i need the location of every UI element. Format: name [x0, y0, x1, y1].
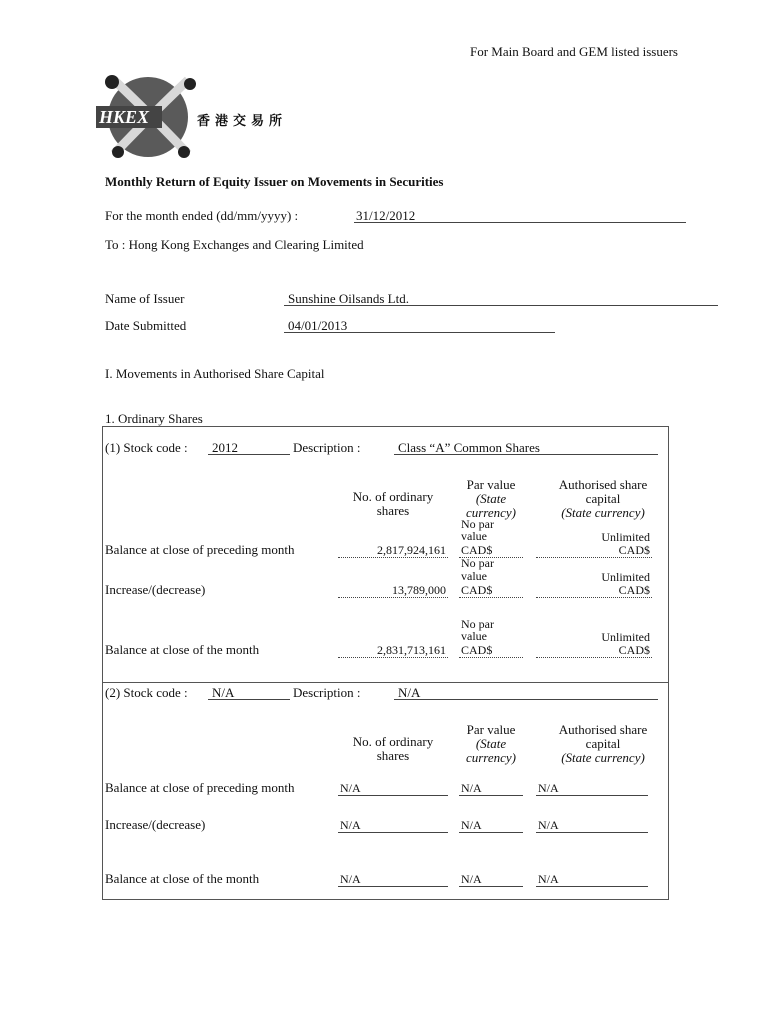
- stock2-row3-label: Balance at close of the month: [105, 871, 260, 886]
- stock1-auth-header-3: (State currency): [561, 505, 645, 520]
- stock1-row1-auth-line: [536, 557, 652, 558]
- stock1-shares-header: No. of ordinary shares: [352, 489, 434, 518]
- stock2-row2-par[interactable]: N/A: [461, 818, 482, 832]
- stock1-row1-par-3[interactable]: CAD$: [461, 543, 493, 557]
- issuer-value[interactable]: Sunshine Oilsands Ltd.: [288, 291, 409, 306]
- stock1-row3-par-2: value: [461, 629, 487, 643]
- stock2-code-underline: [208, 699, 290, 700]
- stock1-row3-auth-line: [536, 657, 652, 658]
- month-ended-value[interactable]: 31/12/2012: [356, 208, 416, 223]
- stock1-row1-par-1: No par: [461, 517, 494, 531]
- stock2-desc-underline: [394, 699, 658, 700]
- stock2-code-label: (2) Stock code :: [105, 685, 188, 700]
- stock1-desc-value[interactable]: Class “A” Common Shares: [398, 440, 540, 455]
- listing-note: For Main Board and GEM listed issuers: [470, 44, 678, 59]
- stock2-row1-label: Balance at close of preceding month: [105, 780, 295, 795]
- stock2-row3-shares-line: [338, 886, 448, 887]
- stock2-row1-auth[interactable]: N/A: [538, 781, 559, 795]
- stock2-row1-shares[interactable]: N/A: [340, 781, 361, 795]
- stock1-row1-label: Balance at close of preceding month: [105, 542, 295, 557]
- stock2-row3-auth[interactable]: N/A: [538, 872, 559, 886]
- date-submitted-underline: [284, 332, 555, 333]
- stock1-desc-label: Description :: [293, 440, 361, 455]
- stock1-row3-shares[interactable]: 2,831,713,161: [377, 643, 446, 657]
- issuer-underline: [284, 305, 718, 306]
- stock1-par-header-1: Par value: [466, 477, 516, 492]
- stock1-row2-par-2: value: [461, 569, 487, 583]
- stock1-row2-par-3[interactable]: CAD$: [461, 583, 493, 597]
- issuer-label: Name of Issuer: [105, 291, 185, 306]
- stock2-shares-header: No. of ordinary shares: [352, 734, 434, 763]
- stock1-row3-par-1: No par: [461, 617, 494, 631]
- stock1-row2-auth-line: [536, 597, 652, 598]
- stock1-row3-label: Balance at close of the month: [105, 642, 260, 657]
- subsection-title: 1. Ordinary Shares: [105, 411, 203, 426]
- stock2-row2-label: Increase/(decrease): [105, 817, 206, 832]
- stock1-row3-auth-1: Unlimited: [601, 630, 650, 644]
- stock1-row2-par-line: [459, 597, 523, 598]
- section-title: I. Movements in Authorised Share Capital: [105, 366, 325, 381]
- stock1-row2-shares[interactable]: 13,789,000: [392, 583, 446, 597]
- stock2-row3-auth-line: [536, 886, 648, 887]
- hkex-logo: [96, 72, 196, 162]
- stock1-row1-auth-1: Unlimited: [601, 530, 650, 544]
- logo-wordmark: HKEX: [99, 107, 150, 127]
- stock1-row3-par-line: [459, 657, 523, 658]
- date-submitted-label: Date Submitted: [105, 318, 187, 333]
- stock2-row3-par-line: [459, 886, 523, 887]
- stock2-row2-par-line: [459, 832, 523, 833]
- stock1-code-value[interactable]: 2012: [212, 440, 238, 455]
- stock2-row1-auth-line: [536, 795, 648, 796]
- stock2-row3-shares[interactable]: N/A: [340, 872, 361, 886]
- stock2-row1-shares-line: [338, 795, 448, 796]
- stock1-auth-header-1: Authorised share: [558, 477, 648, 492]
- stock2-desc-label: Description :: [293, 685, 361, 700]
- stock1-desc-underline: [394, 454, 658, 455]
- form-title: Monthly Return of Equity Issuer on Movements in Securities: [105, 174, 444, 189]
- stock1-code-label: (1) Stock code :: [105, 440, 188, 455]
- stock1-auth-header-2: capital: [585, 491, 621, 506]
- stock2-auth-header-3: (State currency): [561, 750, 645, 765]
- stock1-row1-auth-2[interactable]: CAD$: [618, 543, 650, 557]
- stock2-par-header-3: currency): [465, 750, 517, 765]
- stock1-row3-par-3[interactable]: CAD$: [461, 643, 493, 657]
- stock1-row2-auth-2[interactable]: CAD$: [618, 583, 650, 597]
- stock2-row2-shares[interactable]: N/A: [340, 818, 361, 832]
- stock1-row1-shares-line: [338, 557, 448, 558]
- stock1-row2-label: Increase/(decrease): [105, 582, 206, 597]
- stock1-par-header-3: currency): [465, 505, 517, 520]
- stock2-par-header-1: Par value: [466, 722, 516, 737]
- stock1-row1-shares[interactable]: 2,817,924,161: [377, 543, 446, 557]
- month-ended-label: For the month ended (dd/mm/yyyy) :: [105, 208, 299, 223]
- box-divider: [102, 682, 669, 683]
- stock2-code-value[interactable]: N/A: [212, 685, 235, 700]
- date-submitted-value[interactable]: 04/01/2013: [288, 318, 348, 333]
- recipient-line: To : Hong Kong Exchanges and Clearing Limited: [105, 237, 364, 252]
- stock1-row1-par-2: value: [461, 529, 487, 543]
- stock1-row2-shares-line: [338, 597, 448, 598]
- stock1-code-underline: [208, 454, 290, 455]
- stock1-row3-shares-line: [338, 657, 448, 658]
- logo-cjk-text: 香港交易所: [197, 114, 288, 129]
- month-ended-underline: [354, 222, 686, 223]
- stock2-row1-par-line: [459, 795, 523, 796]
- stock2-row2-auth[interactable]: N/A: [538, 818, 559, 832]
- stock1-row3-auth-2[interactable]: CAD$: [618, 643, 650, 657]
- stock1-par-header-2: (State: [475, 491, 507, 506]
- stock2-row2-auth-line: [536, 832, 648, 833]
- stock2-desc-value[interactable]: N/A: [398, 685, 421, 700]
- stock2-row2-shares-line: [338, 832, 448, 833]
- stock2-auth-header-2: capital: [585, 736, 621, 751]
- stock1-row2-auth-1: Unlimited: [601, 570, 650, 584]
- stock1-row2-par-1: No par: [461, 556, 494, 570]
- stock2-row3-par[interactable]: N/A: [461, 872, 482, 886]
- stock2-auth-header-1: Authorised share: [558, 722, 648, 737]
- stock2-row1-par[interactable]: N/A: [461, 781, 482, 795]
- stock2-par-header-2: (State: [475, 736, 507, 751]
